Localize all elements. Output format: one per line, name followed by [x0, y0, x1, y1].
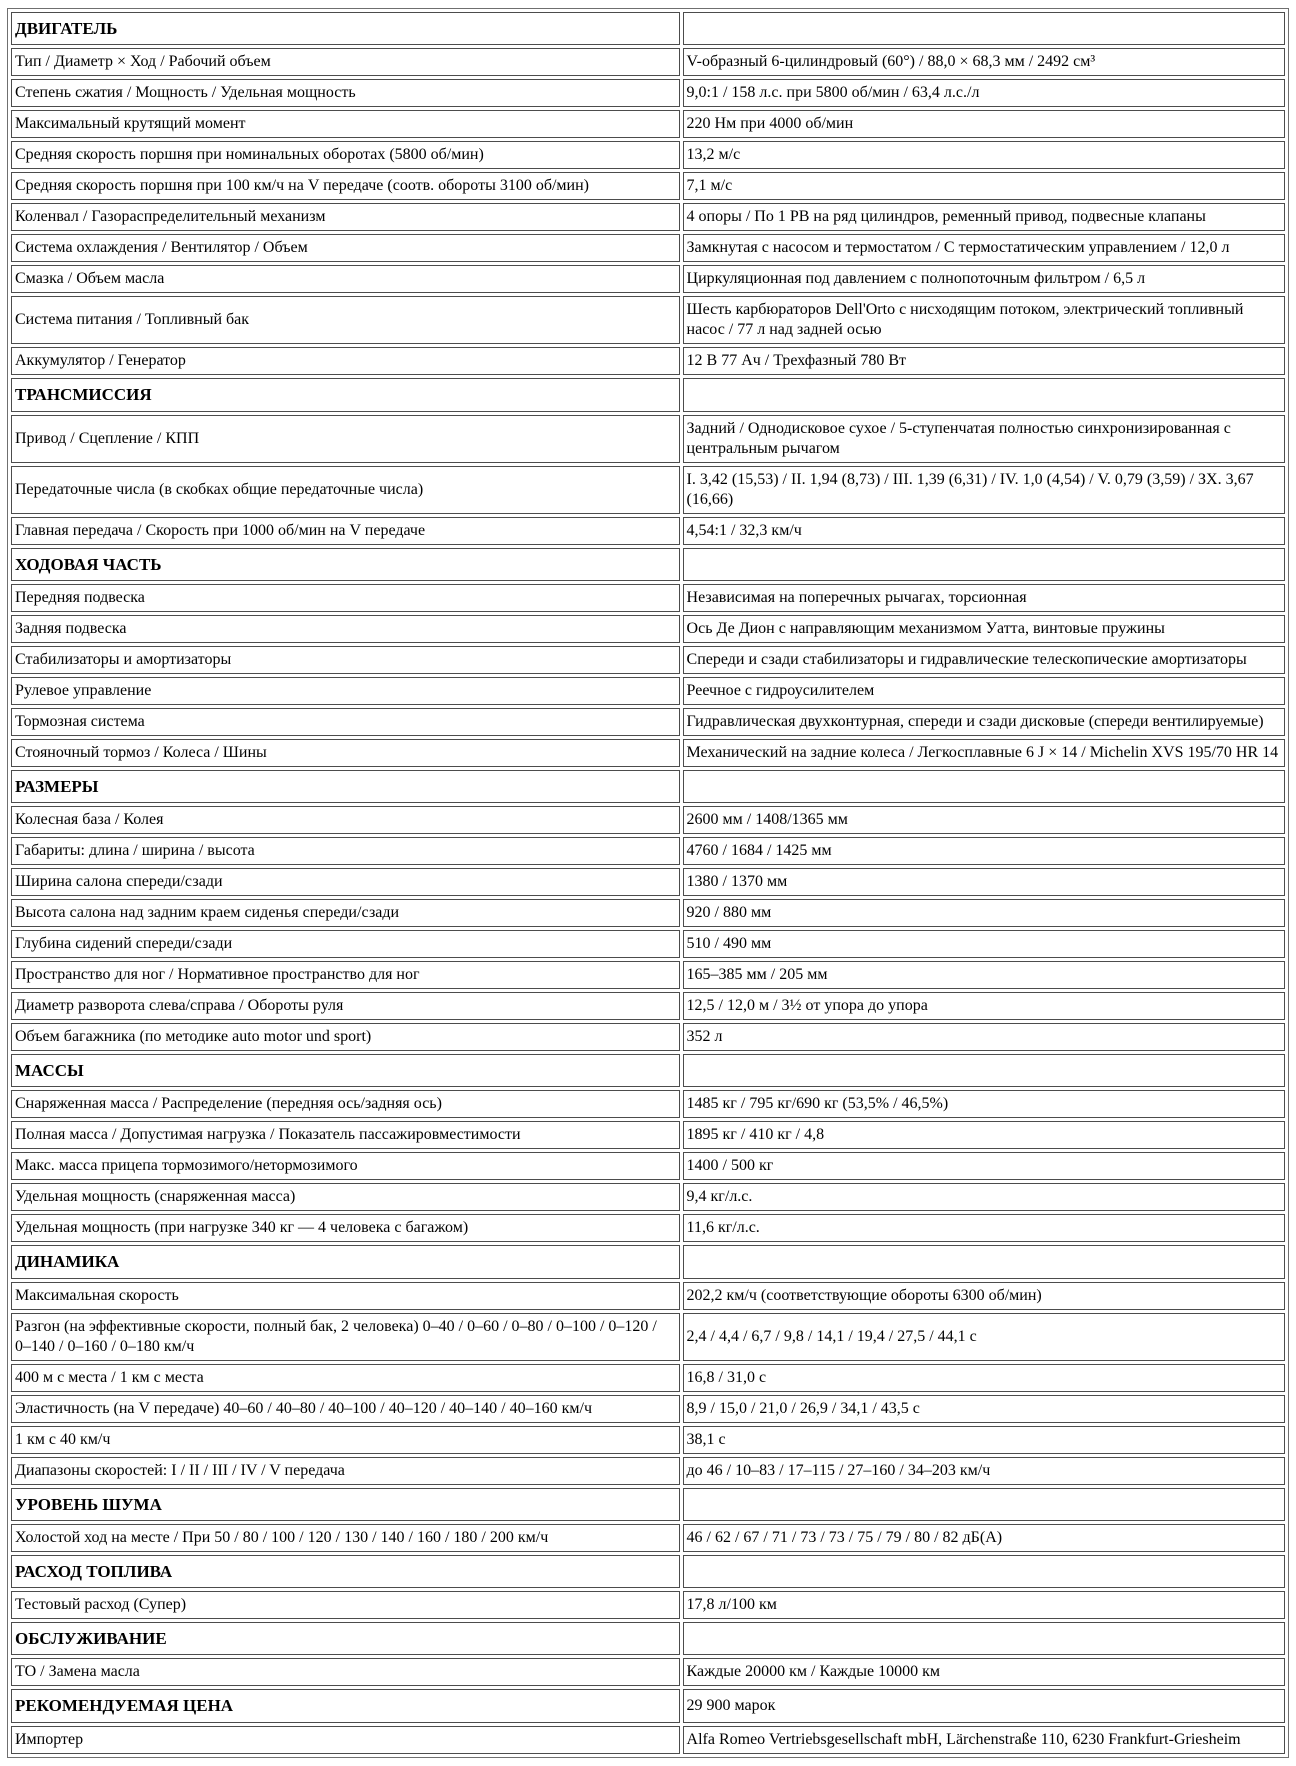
- spec-value-cell: Циркуляционная под давлением с полнопоточным фильтром / 6,5 л: [683, 265, 1285, 293]
- spec-value-cell: Замкнутая с насосом и термостатом / С термостатическим управлением / 12,0 л: [683, 234, 1285, 262]
- spec-row: [11, 1591, 1285, 1619]
- spec-value-cell: 1895 кг / 410 кг / 4,8: [683, 1121, 1285, 1149]
- spec-value-cell: до 46 / 10–83 / 17–115 / 27–160 / 34–203 км/ч: [683, 1457, 1285, 1485]
- spec-row: [11, 1457, 1285, 1485]
- spec-value-cell: Ось Де Дион с направляющим механизмом Уатта, винтовые пружины: [683, 615, 1285, 643]
- spec-row: [11, 677, 1285, 705]
- spec-label-cell: Объем багажника (по методике auto motor und sport): [11, 1023, 680, 1051]
- spec-row: [11, 1524, 1285, 1552]
- spec-value-cell: 220 Нм при 4000 об/мин: [683, 110, 1285, 138]
- section-row: [11, 1622, 1285, 1655]
- spec-value-cell: 352 л: [683, 1023, 1285, 1051]
- spec-label-cell: Ширина салона спереди/сзади: [11, 868, 680, 896]
- spec-row: [11, 615, 1285, 643]
- section-title-cell: РАСХОД ТОПЛИВА: [11, 1555, 680, 1588]
- spec-row: [11, 79, 1285, 107]
- spec-row: [11, 739, 1285, 767]
- spec-table: [7, 8, 1289, 1758]
- spec-value-cell: 17,8 л/100 км: [683, 1591, 1285, 1619]
- spec-value-cell: Задний / Однодисковое сухое / 5-ступенчатая полностью синхронизированная с центральным рычагом: [683, 415, 1285, 463]
- spec-row: [11, 930, 1285, 958]
- spec-label-cell: Диаметр разворота слева/справа / Обороты руля: [11, 992, 680, 1020]
- spec-row: [11, 141, 1285, 169]
- section-row: [11, 1245, 1285, 1278]
- spec-label-cell: Смазка / Объем масла: [11, 265, 680, 293]
- spec-value-cell: 12 В 77 Ач / Трехфазный 780 Вт: [683, 347, 1285, 375]
- spec-row: [11, 1090, 1285, 1118]
- spec-value-cell: [683, 1054, 1285, 1087]
- spec-value-cell: 202,2 км/ч (соответствующие обороты 6300 об/мин): [683, 1282, 1285, 1310]
- spec-value-cell: Гидравлическая двухконтурная, спереди и сзади дисковые (спереди вентилируемые): [683, 708, 1285, 736]
- spec-value-cell: 1380 / 1370 мм: [683, 868, 1285, 896]
- spec-label-cell: Диапазоны скоростей: I / II / III / IV / V передача: [11, 1457, 680, 1485]
- spec-label-cell: Аккумулятор / Генератор: [11, 347, 680, 375]
- spec-value-cell: Шесть карбюраторов Dell'Orto с нисходящим потоком, электрический топливный насос / 77 л над задней осью: [683, 296, 1285, 344]
- spec-label-cell: Тормозная система: [11, 708, 680, 736]
- spec-value-cell: [683, 12, 1285, 45]
- spec-value-cell: 29 900 марок: [683, 1689, 1285, 1722]
- spec-label-cell: Пространство для ног / Нормативное пространство для ног: [11, 961, 680, 989]
- spec-value-cell: 165–385 мм / 205 мм: [683, 961, 1285, 989]
- spec-label-cell: Средняя скорость поршня при 100 км/ч на V передаче (соотв. обороты 3100 об/мин): [11, 172, 680, 200]
- spec-value-cell: 9,4 кг/л.с.: [683, 1183, 1285, 1211]
- spec-row: [11, 265, 1285, 293]
- spec-label-cell: Коленвал / Газораспределительный механизм: [11, 203, 680, 231]
- spec-value-cell: 920 / 880 мм: [683, 899, 1285, 927]
- spec-value-cell: 12,5 / 12,0 м / 3½ от упора до упора: [683, 992, 1285, 1020]
- spec-row: [11, 203, 1285, 231]
- section-title-cell: РЕКОМЕНДУЕМАЯ ЦЕНА: [11, 1689, 680, 1722]
- section-title-cell: ТРАНСМИССИЯ: [11, 378, 680, 411]
- spec-value-cell: Спереди и сзади стабилизаторы и гидравлические телескопические амортизаторы: [683, 646, 1285, 674]
- spec-label-cell: Колесная база / Колея: [11, 806, 680, 834]
- section-row: [11, 12, 1285, 45]
- section-title-cell: УРОВЕНЬ ШУМА: [11, 1488, 680, 1521]
- section-title-cell: ХОДОВАЯ ЧАСТЬ: [11, 548, 680, 581]
- spec-row: [11, 1364, 1285, 1392]
- spec-row: [11, 1395, 1285, 1423]
- section-title-cell: ДВИГАТЕЛЬ: [11, 12, 680, 45]
- spec-row: [11, 1658, 1285, 1686]
- spec-row: [11, 992, 1285, 1020]
- spec-row: [11, 48, 1285, 76]
- spec-label-cell: Степень сжатия / Мощность / Удельная мощность: [11, 79, 680, 107]
- section-title-cell: МАССЫ: [11, 1054, 680, 1087]
- spec-label-cell: Полная масса / Допустимая нагрузка / Показатель пассажировместимости: [11, 1121, 680, 1149]
- spec-row: [11, 1152, 1285, 1180]
- spec-label-cell: Система питания / Топливный бак: [11, 296, 680, 344]
- spec-label-cell: Задняя подвеска: [11, 615, 680, 643]
- spec-row: [11, 110, 1285, 138]
- spec-row: [11, 584, 1285, 612]
- spec-row: [11, 415, 1285, 463]
- spec-value-cell: I. 3,42 (15,53) / II. 1,94 (8,73) / III. 1,39 (6,31) / IV. 1,0 (4,54) / V. 0,79 (3,59) / ЗХ. 3,67 (16,66): [683, 466, 1285, 514]
- spec-value-cell: Реечное с гидроусилителем: [683, 677, 1285, 705]
- section-title-cell: ДИНАМИКА: [11, 1245, 680, 1278]
- spec-value-cell: [683, 1555, 1285, 1588]
- section-title-cell: ОБСЛУЖИВАНИЕ: [11, 1622, 680, 1655]
- spec-row: [11, 172, 1285, 200]
- spec-value-cell: 16,8 / 31,0 с: [683, 1364, 1285, 1392]
- spec-label-cell: Холостой ход на месте / При 50 / 80 / 100 / 120 / 130 / 140 / 160 / 180 / 200 км/ч: [11, 1524, 680, 1552]
- spec-row: [11, 837, 1285, 865]
- spec-label-cell: Тип / Диаметр × Ход / Рабочий объем: [11, 48, 680, 76]
- spec-value-cell: 4,54:1 / 32,3 км/ч: [683, 517, 1285, 545]
- spec-label-cell: Эластичность (на V передаче) 40–60 / 40–80 / 40–100 / 40–120 / 40–140 / 40–160 км/ч: [11, 1395, 680, 1423]
- spec-label-cell: Разгон (на эффективные скорости, полный бак, 2 человека) 0–40 / 0–60 / 0–80 / 0–100 / 0–120 / 0–140 / 0–160 / 0–180 км/ч: [11, 1313, 680, 1361]
- spec-value-cell: 4 опоры / По 1 РВ на ряд цилиндров, ременный привод, подвесные клапаны: [683, 203, 1285, 231]
- spec-value-cell: 2,4 / 4,4 / 6,7 / 9,8 / 14,1 / 19,4 / 27,5 / 44,1 с: [683, 1313, 1285, 1361]
- spec-value-cell: 11,6 кг/л.с.: [683, 1214, 1285, 1242]
- section-title-cell: РАЗМЕРЫ: [11, 770, 680, 803]
- spec-value-cell: [683, 770, 1285, 803]
- spec-label-cell: Стабилизаторы и амортизаторы: [11, 646, 680, 674]
- spec-value-cell: 1400 / 500 кг: [683, 1152, 1285, 1180]
- spec-row: [11, 296, 1285, 344]
- spec-label-cell: Снаряженная масса / Распределение (передняя ось/задняя ось): [11, 1090, 680, 1118]
- spec-value-cell: 7,1 м/с: [683, 172, 1285, 200]
- spec-row: [11, 347, 1285, 375]
- spec-label-cell: Передняя подвеска: [11, 584, 680, 612]
- spec-label-cell: 1 км с 40 км/ч: [11, 1426, 680, 1454]
- section-row: [11, 1689, 1285, 1722]
- spec-row: [11, 234, 1285, 262]
- spec-label-cell: Максимальная скорость: [11, 1282, 680, 1310]
- spec-row: [11, 466, 1285, 514]
- spec-row: [11, 1214, 1285, 1242]
- spec-label-cell: Рулевое управление: [11, 677, 680, 705]
- spec-label-cell: Привод / Сцепление / КПП: [11, 415, 680, 463]
- spec-value-cell: Alfa Romeo Vertriebsgesellschaft mbH, Lärchenstraße 110, 6230 Frankfurt-Griesheim: [683, 1726, 1285, 1754]
- spec-value-cell: Независимая на поперечных рычагах, торсионная: [683, 584, 1285, 612]
- spec-row: [11, 899, 1285, 927]
- spec-value-cell: Механический на задние колеса / Легкосплавные 6 J × 14 / Michelin XVS 195/70 HR 14: [683, 739, 1285, 767]
- spec-label-cell: Тестовый расход (Супер): [11, 1591, 680, 1619]
- spec-row: [11, 1313, 1285, 1361]
- spec-label-cell: Удельная мощность (снаряженная масса): [11, 1183, 680, 1211]
- spec-label-cell: Стояночный тормоз / Колеса / Шины: [11, 739, 680, 767]
- section-row: [11, 1054, 1285, 1087]
- section-row: [11, 548, 1285, 581]
- spec-row: [11, 1121, 1285, 1149]
- spec-label-cell: Удельная мощность (при нагрузке 340 кг — 4 человека с багажом): [11, 1214, 680, 1242]
- spec-row: [11, 961, 1285, 989]
- spec-value-cell: 510 / 490 мм: [683, 930, 1285, 958]
- spec-row: [11, 1726, 1285, 1754]
- spec-row: [11, 1023, 1285, 1051]
- spec-value-cell: [683, 1622, 1285, 1655]
- spec-label-cell: Средняя скорость поршня при номинальных оборотах (5800 об/мин): [11, 141, 680, 169]
- spec-label-cell: Высота салона над задним краем сиденья спереди/сзади: [11, 899, 680, 927]
- spec-label-cell: Главная передача / Скорость при 1000 об/мин на V передаче: [11, 517, 680, 545]
- spec-label-cell: Максимальный крутящий момент: [11, 110, 680, 138]
- section-row: [11, 770, 1285, 803]
- spec-value-cell: 9,0:1 / 158 л.с. при 5800 об/мин / 63,4 л.с./л: [683, 79, 1285, 107]
- spec-label-cell: 400 м с места / 1 км с места: [11, 1364, 680, 1392]
- section-row: [11, 1488, 1285, 1521]
- spec-row: [11, 868, 1285, 896]
- spec-table-body: [11, 12, 1285, 1754]
- spec-row: [11, 517, 1285, 545]
- spec-value-cell: Каждые 20000 км / Каждые 10000 км: [683, 1658, 1285, 1686]
- spec-row: [11, 708, 1285, 736]
- spec-value-cell: 4760 / 1684 / 1425 мм: [683, 837, 1285, 865]
- spec-row: [11, 1183, 1285, 1211]
- spec-value-cell: [683, 1245, 1285, 1278]
- spec-value-cell: [683, 1488, 1285, 1521]
- spec-row: [11, 1282, 1285, 1310]
- spec-label-cell: Импортер: [11, 1726, 680, 1754]
- spec-label-cell: Габариты: длина / ширина / высота: [11, 837, 680, 865]
- spec-value-cell: V-образный 6-цилиндровый (60°) / 88,0 × 68,3 мм / 2492 см³: [683, 48, 1285, 76]
- spec-row: [11, 1426, 1285, 1454]
- spec-value-cell: 46 / 62 / 67 / 71 / 73 / 73 / 75 / 79 / 80 / 82 дБ(А): [683, 1524, 1285, 1552]
- spec-label-cell: Система охлаждения / Вентилятор / Объем: [11, 234, 680, 262]
- spec-value-cell: 13,2 м/с: [683, 141, 1285, 169]
- section-row: [11, 1555, 1285, 1588]
- spec-value-cell: 38,1 с: [683, 1426, 1285, 1454]
- spec-row: [11, 646, 1285, 674]
- spec-value-cell: 8,9 / 15,0 / 21,0 / 26,9 / 34,1 / 43,5 с: [683, 1395, 1285, 1423]
- section-row: [11, 378, 1285, 411]
- spec-label-cell: Макс. масса прицепа тормозимого/нетормозимого: [11, 1152, 680, 1180]
- spec-value-cell: [683, 548, 1285, 581]
- spec-label-cell: Передаточные числа (в скобках общие передаточные числа): [11, 466, 680, 514]
- spec-label-cell: Глубина сидений спереди/сзади: [11, 930, 680, 958]
- spec-row: [11, 806, 1285, 834]
- spec-label-cell: ТО / Замена масла: [11, 1658, 680, 1686]
- spec-value-cell: [683, 378, 1285, 411]
- spec-value-cell: 2600 мм / 1408/1365 мм: [683, 806, 1285, 834]
- spec-value-cell: 1485 кг / 795 кг/690 кг (53,5% / 46,5%): [683, 1090, 1285, 1118]
